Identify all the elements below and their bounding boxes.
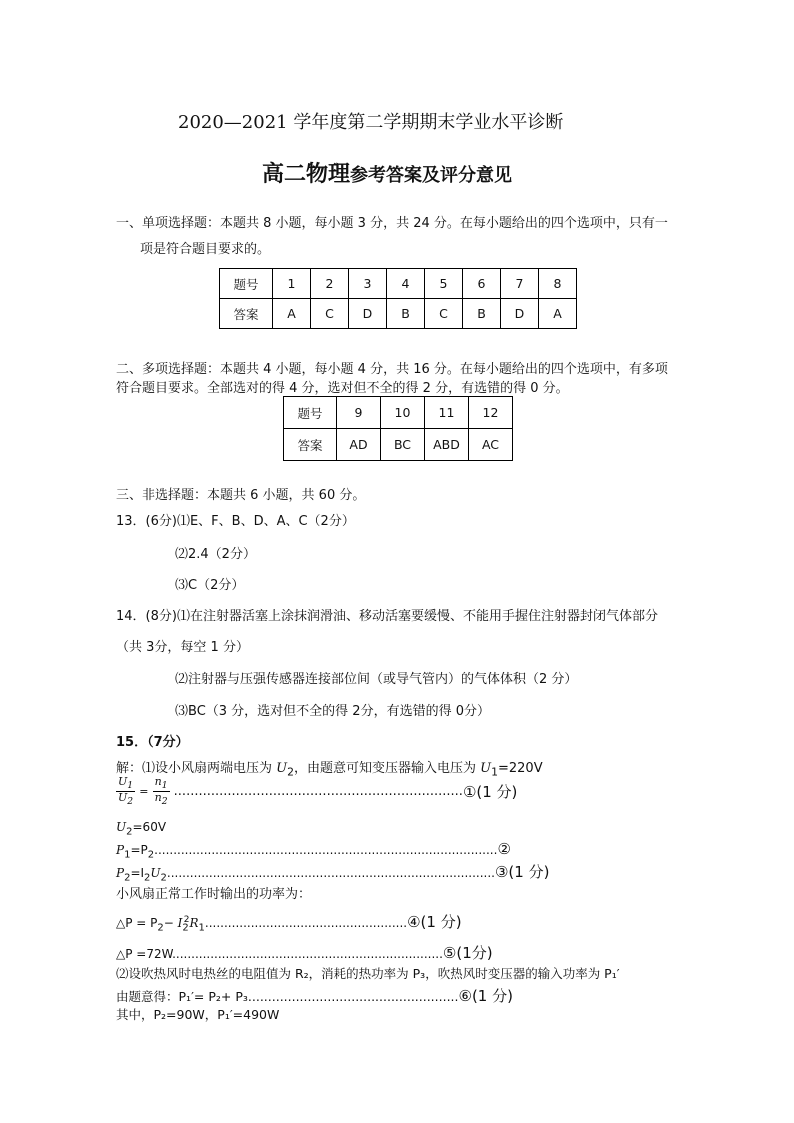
section1-line1: 一、单项选择题：本题共 8 小题，每小题 3 分，共 24 分。在每小题给出的四个选项中，只有一 <box>116 216 668 231</box>
equation-4-mark: ④(1 分) <box>407 913 462 931</box>
section3-heading: 三、非选择题：本题共 6 小题，共 60 分。 <box>116 488 366 503</box>
table-cell: 11 <box>425 397 469 429</box>
q15-intro-mid: ，由题意可知变压器输入电压为 <box>294 761 481 776</box>
table-cell: 1 <box>273 269 311 299</box>
doc-title: 2020—2021 学年度第二学期期末学业水平诊断 <box>178 112 564 133</box>
table-cell: 题号 <box>220 269 273 299</box>
equation-1-mark: ①(1 分) <box>462 783 518 802</box>
table-row <box>284 397 513 429</box>
q15-solution-intro: 解：⑴设小风扇两端电压为 $U_2$，由题意可知变压器输入电压为 $U_1=220V$ <box>116 761 543 779</box>
equation-6-prefix: 由题意得： <box>116 989 179 1004</box>
q15-intro-value: =220V <box>498 761 543 776</box>
table-cell: 12 <box>469 397 513 429</box>
table-row <box>284 429 513 461</box>
q14-part1: 14．(8分)⑴在注射器活塞上涂抹润滑油、移动活塞要缓慢、不能用手握住注射器封闭气体部分 <box>116 609 658 624</box>
table-cell: 10 <box>381 397 425 429</box>
equation-3: $P_2=I_2U_2......................................................................................③(1$ 分) <box>116 863 550 884</box>
section2-line2: 符合题目要求。全部选对的得 4 分，选对但不全的得 2 分，有选错的得 0 分。 <box>116 381 569 396</box>
section1-answer-table <box>219 268 577 329</box>
equation-2-mark: ② <box>497 840 511 858</box>
equation-2: $P_1=P_2..........................................................................................②$ <box>116 840 511 861</box>
table-cell: 3 <box>349 269 387 299</box>
table-cell: C <box>425 299 463 329</box>
q13-part3: ⑶C（2分） <box>175 578 245 593</box>
fraction-u1-u2: $\frac{U_1}{U_2}$ <box>118 775 134 808</box>
table-cell: 8 <box>539 269 577 299</box>
q14-part3: ⑶BC（3 分，选对但不全的得 2分，有选错的得 0分） <box>175 704 490 719</box>
fan-output-label: 小风扇正常工作时输出的功率为： <box>116 887 312 902</box>
table-cell: 6 <box>463 269 501 299</box>
q15-heading: 15．（7分） <box>116 735 189 750</box>
subtitle-rest: 参考答案及评分意见 <box>350 165 513 186</box>
table-cell: A <box>273 299 311 329</box>
table-cell: 4 <box>387 269 425 299</box>
table-row <box>220 299 577 329</box>
table-cell: BC <box>381 429 425 461</box>
equation-4-prefix: △P = P <box>116 916 158 930</box>
equation-5-dots: ....................................................................... <box>172 947 443 961</box>
table-cell: 9 <box>337 397 381 429</box>
table-cell: 2 <box>311 269 349 299</box>
table-cell: 题号 <box>284 397 337 429</box>
equation-3-dots: ...................................................................................... <box>166 866 495 880</box>
table-cell: D <box>349 299 387 329</box>
table-row <box>220 269 577 299</box>
equation-1: $\frac{U_1}{U_2}$ = $\frac{n_1}{n_2}$ ......................................................................①(1 分) <box>118 775 518 808</box>
equation-6-mark: ⑥(1 分) <box>458 987 513 1005</box>
table-cell: AD <box>337 429 381 461</box>
equation-5-mark: ⑤(1分) <box>442 944 493 962</box>
equation-5 <box>116 942 493 963</box>
q15-intro-prefix: 解：⑴设小风扇两端电压为 <box>116 761 277 776</box>
table-cell: ABD <box>425 429 469 461</box>
table-cell: 7 <box>501 269 539 299</box>
equation-4-dots: ..................................................... <box>204 916 408 930</box>
equation-2-text: =P <box>130 843 148 857</box>
equation-u2-value: =60V <box>132 820 167 834</box>
equation-6 <box>116 985 513 1006</box>
q13-part2: ⑵2.4（2分） <box>175 547 256 562</box>
subtitle-main: 高二物理 <box>262 161 351 187</box>
table-cell: A <box>539 299 577 329</box>
q14-part2: ⑵注射器与压强传感器连接部位间（或导气管内）的气体体积（2 分） <box>175 672 578 687</box>
table-cell: C <box>311 299 349 329</box>
equation-6-dots: ..................................................... <box>247 989 459 1004</box>
table-cell: B <box>463 299 501 329</box>
table-cell: 答案 <box>284 429 337 461</box>
section2-line1: 二、多项选择题：本题共 4 小题，每小题 4 分，共 16 分。在每小题给出的四个选项中，有多项 <box>116 362 668 377</box>
table-cell: AC <box>469 429 513 461</box>
equation-u2: $U_2=60V$ <box>116 820 167 838</box>
equation-2-dots: .......................................................................................... <box>154 843 498 857</box>
q14-part1-note: （共 3分，每空 1 分） <box>116 640 249 655</box>
equation-3-text: =I <box>130 866 145 880</box>
q15-last-line: 其中，P₂=90W，P₁′=490W <box>116 1007 280 1022</box>
table-cell: B <box>387 299 425 329</box>
doc-subtitle <box>262 157 512 188</box>
q15-part2: ⑵设吹热风时电热丝的电阻值为 R₂，消耗的热功率为 P₃，吹热风时变压器的输入功率为 P₁′ <box>116 966 620 981</box>
equation-5-text: △P =72W <box>116 947 173 961</box>
equation-3-mark: ③(1 分) <box>494 863 550 881</box>
section1-line2: 项是符合题目要求的。 <box>140 242 271 257</box>
equation-6-formula: P₁′= P₂+ P₃ <box>178 989 248 1004</box>
table-cell: 答案 <box>220 299 273 329</box>
equation-1-dots: ...................................................................... <box>173 784 463 800</box>
equation-4: △P = $P_2-$ $I_2^2R_1.....................................................④(1$ 分) <box>116 913 462 934</box>
table-cell: D <box>501 299 539 329</box>
fraction-n1-n2: $\frac{n_1}{n_2}$ <box>154 775 168 808</box>
q13-part1: 13．(6分)⑴E、F、B、D、A、C（2分） <box>116 514 355 529</box>
section2-answer-table <box>283 396 513 461</box>
table-cell: 5 <box>425 269 463 299</box>
